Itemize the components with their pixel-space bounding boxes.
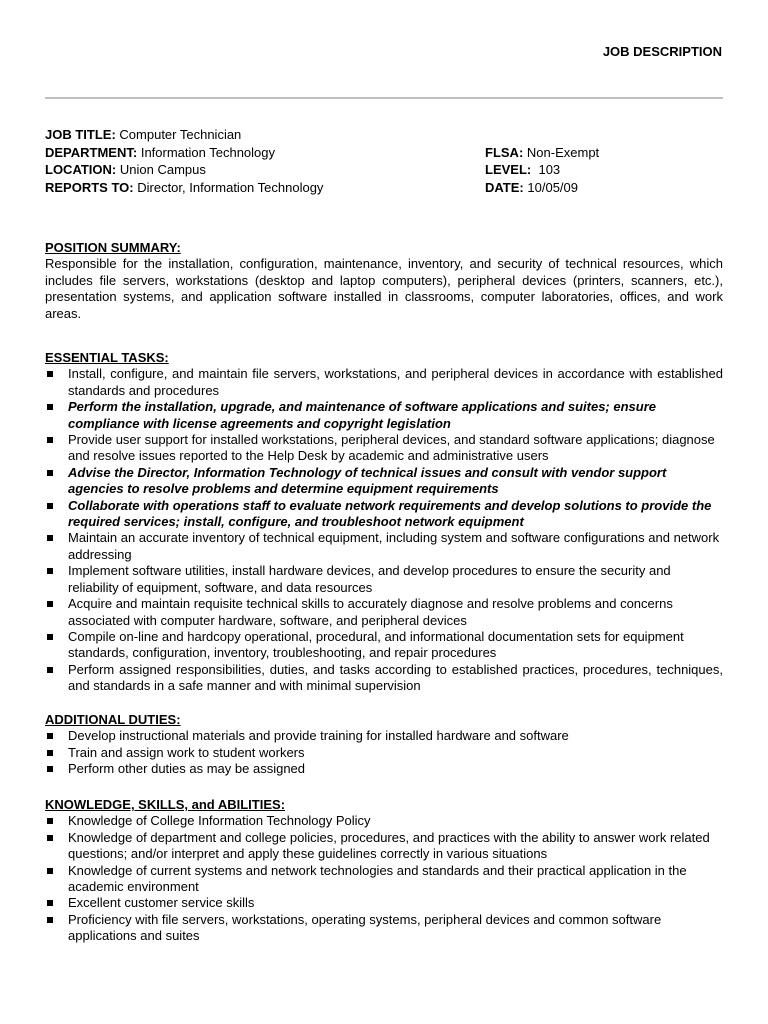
date-label: DATE: — [485, 179, 524, 195]
square-bullet-icon — [47, 733, 53, 739]
location-field — [45, 162, 485, 180]
square-bullet-icon — [47, 634, 53, 640]
list-item: Knowledge of current systems and network technologies and standards and their practical application in the academic environment — [45, 863, 723, 896]
additional-duties-section — [45, 712, 723, 778]
list-item: Proficiency with file servers, workstations, operating systems, peripheral devices and common software applications and suites — [45, 912, 723, 945]
department-field — [45, 145, 485, 163]
square-bullet-icon — [47, 818, 53, 824]
essential-tasks-heading: ESSENTIAL TASKS: — [45, 350, 169, 365]
ksa-list — [45, 813, 723, 944]
level-value: 103 — [534, 162, 561, 177]
reports-to-field — [45, 180, 485, 198]
square-bullet-icon — [47, 917, 53, 923]
list-item: Maintain an accurate inventory of technical equipment, including system and software configurations and network addressing — [45, 530, 723, 563]
square-bullet-icon — [47, 503, 53, 509]
square-bullet-icon — [47, 404, 53, 410]
list-item: Advise the Director, Information Technology of technical issues and consult with vendor support agencies to resolve problems and determine equipment requirements — [45, 465, 723, 498]
reports-to-value: Director, Information Technology — [137, 179, 324, 195]
list-item: Excellent customer service skills — [45, 895, 723, 911]
flsa-field — [485, 145, 723, 163]
square-bullet-icon — [47, 667, 53, 673]
square-bullet-icon — [47, 868, 53, 874]
ksa-heading: KNOWLEDGE, SKILLS, and ABILITIES: — [45, 797, 286, 812]
location-label: LOCATION: — [45, 162, 117, 177]
position-summary-heading: POSITION SUMMARY: — [45, 240, 181, 255]
square-bullet-icon — [47, 437, 53, 443]
essential-tasks-section — [45, 350, 723, 695]
flsa-label: FLSA: — [485, 144, 524, 160]
list-item: Train and assign work to student workers — [45, 745, 723, 761]
list-item: Perform other duties as may be assigned — [45, 761, 723, 777]
list-item: Compile on-line and hardcopy operational, procedural, and informational documentation sets for equipment standards, configuration, inventory, troubleshooting, and repair procedures — [45, 629, 723, 662]
level-label: LEVEL: — [485, 162, 532, 177]
list-item: Collaborate with operations staff to evaluate network requirements and develop solutions to provide the required services; install, configure, and troubleshoot network equipment — [45, 498, 723, 531]
list-item: Knowledge of College Information Technology Policy — [45, 813, 723, 829]
job-title-label: JOB TITLE: — [45, 127, 116, 142]
square-bullet-icon — [47, 470, 53, 476]
position-summary-text: Responsible for the installation, configuration, maintenance, inventory, and security of technical resources, which includes file servers, workstations (desktop and laptop computers), peripheral devices (printers, scanners, etc.), presentation systems, and application software installed in classrooms, computer laboratories, offices, and work areas. — [45, 256, 723, 321]
additional-duties-list — [45, 728, 723, 777]
list-item: Acquire and maintain requisite technical skills to accurately diagnose and resolve problems and concerns associated with computer hardware, software, and peripheral devices — [45, 596, 723, 629]
job-title-field — [45, 127, 485, 145]
additional-duties-heading: ADDITIONAL DUTIES: — [45, 712, 181, 727]
square-bullet-icon — [47, 371, 53, 377]
department-label: DEPARTMENT: — [45, 144, 138, 160]
list-item: Perform assigned responsibilities, duties, and tasks according to established practices, procedures, techniques, and standards in a safe manner and with minimal supervision — [45, 662, 723, 695]
location-value: Union Campus — [119, 162, 206, 177]
square-bullet-icon — [47, 601, 53, 607]
ksa-section — [45, 797, 723, 945]
square-bullet-icon — [47, 750, 53, 756]
date-value: 10/05/09 — [527, 179, 578, 195]
header-divider — [45, 97, 723, 99]
level-field — [485, 162, 723, 180]
essential-tasks-list — [45, 366, 723, 694]
square-bullet-icon — [47, 900, 53, 906]
job-title-value: Computer Technician — [119, 127, 242, 142]
flsa-value: Non-Exempt — [526, 144, 600, 160]
list-item: Develop instructional materials and provide training for installed hardware and software — [45, 728, 723, 744]
list-item: Implement software utilities, install hardware devices, and develop procedures to ensure the security and reliability of equipment, software, and data resources — [45, 563, 723, 596]
square-bullet-icon — [47, 835, 53, 841]
square-bullet-icon — [47, 766, 53, 772]
job-meta-block — [45, 127, 723, 197]
square-bullet-icon — [47, 535, 53, 541]
reports-to-label: REPORTS TO: — [45, 179, 134, 195]
list-item: Provide user support for installed workstations, peripheral devices, and standard software applications; diagnose and resolve issues reported to the Help Desk by academic and administrative users — [45, 432, 723, 465]
document-title: JOB DESCRIPTION — [602, 44, 722, 59]
list-item: Knowledge of department and college policies, procedures, and practices with the ability to answer work related questions; and/or interpret and apply these guidelines correctly in various situations — [45, 830, 723, 863]
position-summary-section — [45, 240, 723, 322]
square-bullet-icon — [47, 568, 53, 574]
date-field — [485, 180, 723, 198]
list-item: Perform the installation, upgrade, and maintenance of software applications and suites; ensure compliance with license agreements and copyright legislation — [45, 399, 723, 432]
list-item: Install, configure, and maintain file servers, workstations, and peripheral devices in accordance with established standards and procedures — [45, 366, 723, 399]
department-value: Information Technology — [140, 144, 276, 160]
